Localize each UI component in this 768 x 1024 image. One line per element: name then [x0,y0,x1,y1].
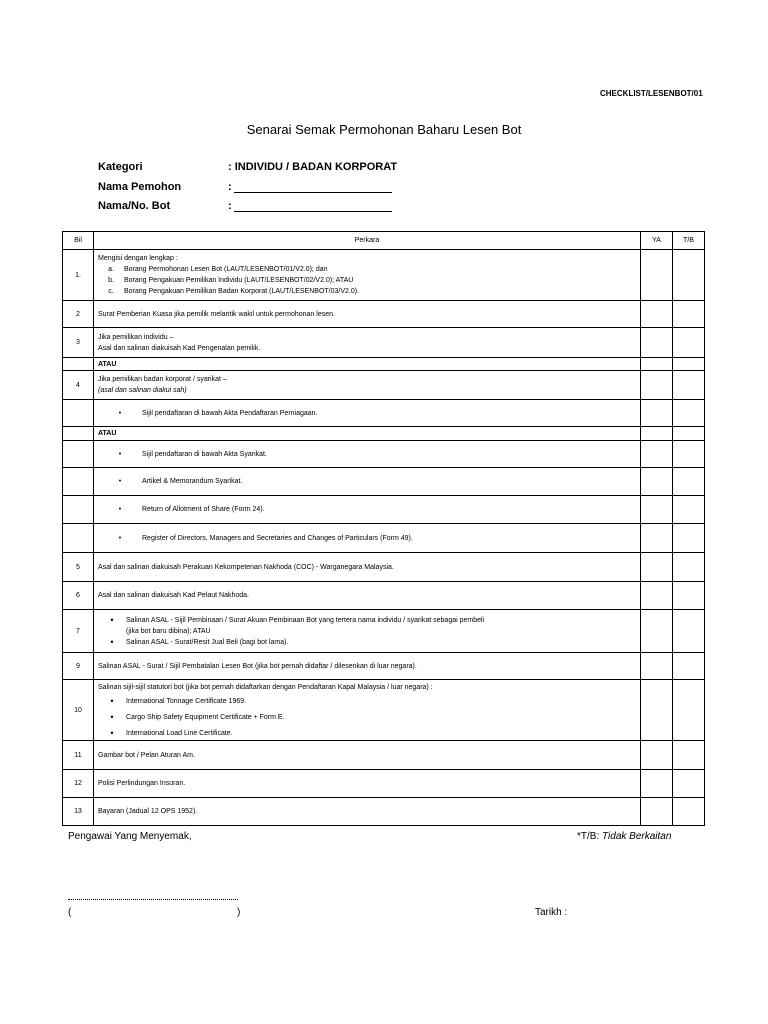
table-row [63,582,705,610]
ya-checkbox-cell[interactable] [641,496,673,524]
tb-checkbox-cell[interactable] [673,468,705,496]
col-bil-header: Bil [63,232,94,250]
list-item [98,275,636,286]
list-text: Borang Permohonan Lesen Bot (LAUT/LESENBOT/01/V2.0); dan [124,266,328,273]
kategori-label: Kategori [98,161,143,173]
row-text: Gambar bot / Pelan Aturan Am. [94,741,641,770]
row-content [94,371,641,400]
bullet-text: International Load Line Certificate. [126,729,233,737]
list-item [98,264,636,275]
row-line: Asal dan salinan diakuisah Kad Pengenalan pemilik. [98,344,261,352]
bullet-icon: • [110,695,114,706]
ya-checkbox-cell[interactable] [641,371,673,400]
table-row [63,400,705,427]
ya-checkbox-cell[interactable] [641,301,673,328]
empty-cell [641,358,673,371]
row-content [94,250,641,301]
tb-checkbox-cell[interactable] [673,610,705,653]
col-perkara-header: Perkara [94,232,641,250]
ya-checkbox-cell[interactable] [641,524,673,553]
list-item [98,286,636,297]
date-label: Tarikh : [535,907,568,918]
continuation-line [98,626,636,637]
bullet-icon: • [110,711,114,722]
page-title: Senarai Semak Permohonan Baharu Lesen Bot [246,122,522,137]
table-row [63,798,705,826]
row-number: 6 [63,582,94,610]
tb-note-text: Tidak Berkaitan [602,831,672,842]
ya-checkbox-cell[interactable] [641,770,673,798]
row-line: Jika pemilikan individu – [98,333,174,341]
empty-cell [63,400,94,427]
row-number: 9 [63,653,94,680]
row-line: Jika pemilikan badan korporat / syarikat – [98,376,227,383]
tb-checkbox-cell[interactable] [673,328,705,358]
row-text: Bayaran (Jadual 12 OPS 1952). [94,798,641,826]
bullet-row [94,400,641,427]
tb-checkbox-cell[interactable] [673,301,705,328]
table-row [63,301,705,328]
bullet-line [98,712,636,723]
row-number: 12 [63,770,94,798]
tb-checkbox-cell[interactable] [673,553,705,582]
empty-cell [63,358,94,371]
continuation-text: (jika bot baru dibina); ATAU [126,627,211,635]
bullet-row [94,441,641,468]
table-row [63,680,705,741]
ya-checkbox-cell[interactable] [641,441,673,468]
table-row [63,371,705,400]
ya-checkbox-cell[interactable] [641,468,673,496]
row-number: 1. [63,250,94,301]
nama-pemohon-colon: : [228,181,232,193]
row-note: (asal dan salinan diakui sah) [98,387,187,394]
ya-checkbox-cell[interactable] [641,610,673,653]
nama-pemohon-label: Nama Pemohon [98,181,182,193]
nama-pemohon-field[interactable] [228,181,392,193]
row-number: 4 [63,371,94,400]
bullet-row [94,496,641,524]
row-number: 11 [63,741,94,770]
bullet-text: Salinan ASAL - Sijil Pembinaan / Surat Akuan Pembinaan Bot yang tertera nama individu / syarikat sebagai pembeli [126,616,485,624]
bullet-text: Return of Allotment of Share (Form 24). [142,506,265,513]
nama-no-bot-colon: : [228,200,232,212]
row-intro: Salinan sijil-sijil statutori bot (jika bot pernah didaftarkan dengan Pendaftaran Kapal Malaysia / luar negara) : [98,683,433,691]
ya-checkbox-cell[interactable] [641,250,673,301]
list-key: a. [108,266,114,273]
bullet-row [94,524,641,553]
bullet-text: Cargo Ship Safety Equipment Certificate + Form E. [126,713,285,721]
table-row [63,741,705,770]
empty-cell [641,427,673,441]
tb-checkbox-cell[interactable] [673,653,705,680]
table-row [63,441,705,468]
row-text: Surat Pemberian Kuasa jika pemilik melantik wakil untuk permohonan lesen. [94,301,641,328]
tb-checkbox-cell[interactable] [673,250,705,301]
bullet-icon: • [118,450,122,458]
list-text: Borang Pengakuan Pemilikan Badan Korporat (LAUT/LESENBOT/03/V2.0). [124,288,360,295]
table-row [63,553,705,582]
bullet-icon: • [118,478,122,485]
list-key: c. [108,288,114,295]
tb-checkbox-cell[interactable] [673,798,705,826]
row-number: 5 [63,553,94,582]
bullet-icon: • [110,636,114,647]
ya-checkbox-cell[interactable] [641,741,673,770]
bullet-line [98,615,636,626]
name-close-paren: ) [237,907,241,918]
bullet-text: Salinan ASAL - Surat/Resit Jual Beli (bagi bot lama). [126,638,289,646]
ya-checkbox-cell[interactable] [641,328,673,358]
bullet-icon: • [118,409,122,417]
indent [98,626,126,637]
tb-checkbox-cell[interactable] [673,741,705,770]
officer-name-field[interactable] [76,907,236,921]
bullet-text: Sijil pendaftaran di bawah Akta Syarikat. [142,450,267,458]
tb-checkbox-cell[interactable] [673,371,705,400]
ya-checkbox-cell[interactable] [641,582,673,610]
tb-checkbox-cell[interactable] [673,582,705,610]
col-ya-header: YA [641,232,673,250]
row-content [94,610,641,653]
bullet-icon: • [110,614,114,625]
tb-checkbox-cell[interactable] [673,441,705,468]
document-reference: CHECKLIST/LESENBOT/01 [600,89,703,98]
nama-pemohon-blank[interactable] [234,181,392,193]
list-key: b. [108,277,114,284]
row-content [94,328,641,358]
table-row [63,610,705,653]
row-number: 13 [63,798,94,826]
bullet-text: Register of Directors, Managers and Secretaries and Changes of Particulars (Form 49). [142,534,413,542]
atau-separator: ATAU [94,358,641,371]
ya-checkbox-cell[interactable] [641,798,673,826]
table-header [63,232,705,250]
empty-cell [673,427,705,441]
row-number: 7 [63,610,94,653]
list-text: Borang Pengakuan Pemilikan Individu (LAUT/LESENBOT/02/V2.0); ATAU [124,277,354,284]
nama-no-bot-blank[interactable] [234,200,392,212]
row-content [94,680,641,741]
table-row [63,653,705,680]
row-number: 3 [63,328,94,358]
row-text: Salinan ASAL - Surat / Sijil Pembatalan Lesen Bot (jika bot pernah didaftar / dilesenkan di luar negara). [94,653,641,680]
bullet-line [98,696,636,707]
col-tb-header: T/B [673,232,705,250]
table-row [63,250,705,301]
tb-checkbox-cell[interactable] [673,400,705,427]
table-row [63,496,705,524]
kategori-value: : INDIVIDU / BADAN KORPORAT [228,161,398,173]
bullet-icon: • [118,506,122,513]
table-row [63,770,705,798]
ya-checkbox-cell[interactable] [641,400,673,427]
ya-checkbox-cell[interactable] [641,680,673,741]
name-open-paren: ( [68,907,72,918]
officer-label: Pengawai Yang Menyemak, [68,831,192,842]
signature-line[interactable] [68,893,238,900]
row-text: Asal dan salinan diakuisah Perakuan Kekompetenan Nakhoda (COC) - Warganegara Malaysia. [94,553,641,582]
empty-cell [63,441,94,468]
ya-checkbox-cell[interactable] [641,653,673,680]
nama-no-bot-label: Nama/No. Bot [98,200,171,212]
empty-cell [63,427,94,441]
tb-checkbox-cell[interactable] [673,680,705,741]
atau-separator: ATAU [94,427,641,441]
date-field[interactable] [575,907,695,921]
table-row [63,524,705,553]
table-row [63,328,705,358]
tb-note-code: *T/B: [577,831,600,842]
empty-cell [63,524,94,553]
bullet-text: International Tonnage Certificate 1969. [126,697,247,705]
bullet-line [98,728,636,739]
bullet-text: Sijil pendaftaran di bawah Akta Pendaftaran Perniagaan. [142,409,318,417]
row-number: 10 [63,680,94,741]
tb-checkbox-cell[interactable] [673,524,705,553]
empty-cell [673,358,705,371]
checklist-table [62,231,705,826]
ya-checkbox-cell[interactable] [641,553,673,582]
bullet-line [98,637,636,648]
tb-checkbox-cell[interactable] [673,770,705,798]
bullet-icon: • [110,727,114,738]
table-row [63,358,705,371]
tb-checkbox-cell[interactable] [673,496,705,524]
bullet-icon: • [118,534,122,542]
bullet-text: Artikel & Memorandum Syarikat. [142,478,243,485]
row-number: 2 [63,301,94,328]
bullet-row [94,468,641,496]
row-intro: Mengisi dengan lengkap : [98,255,178,262]
table-row [63,427,705,441]
empty-cell [63,468,94,496]
table-row [63,468,705,496]
row-text: Polisi Perlindungan Insuran. [94,770,641,798]
row-text: Asal dan salinan diakuisah Kad Pelaut Nakhoda. [94,582,641,610]
empty-cell [63,496,94,524]
tb-note [577,831,671,842]
nama-no-bot-field[interactable] [228,200,392,212]
